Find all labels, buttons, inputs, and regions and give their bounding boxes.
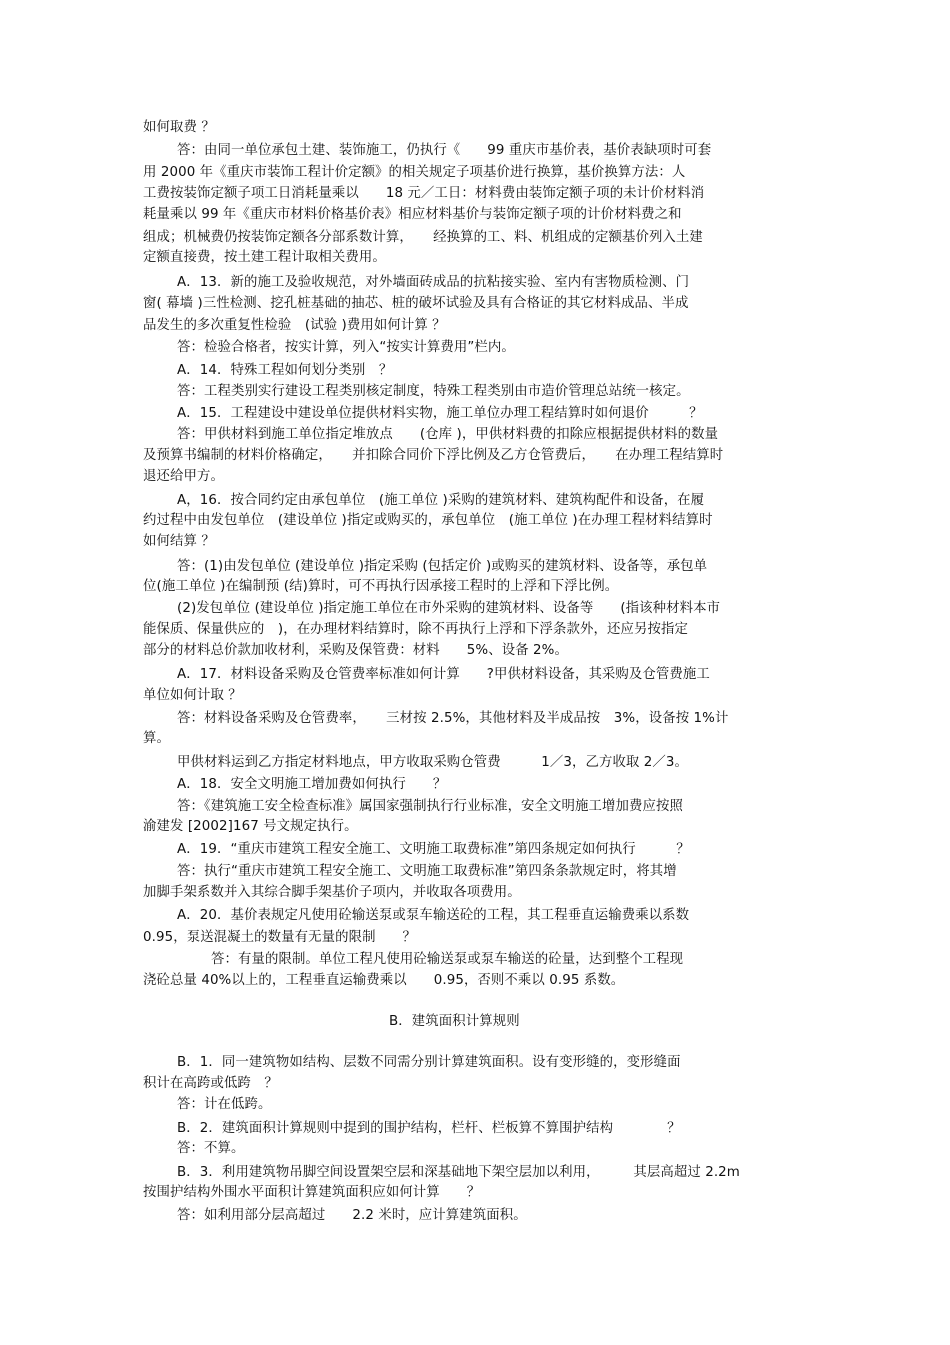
answer-line: 答：(1)由发包单位 (建设单位 )指定采购 (包括定价 )或购买的建筑材料、设备等，承包单 [177, 559, 708, 574]
answer-line: 答：不算。 [177, 1141, 245, 1156]
text-line: 及预算书编制的材料价格确定， 并扣除合同价下浮比例及乙方仓管费后， 在办理工程结算时 [143, 448, 724, 463]
question-line: A．19．“重庆市建筑工程安全施工、文明施工取费标准”第四条规定如何执行 ？ [177, 842, 690, 857]
text-line: 算。 [143, 731, 170, 746]
question-line: A．13．新的施工及验收规范，对外墙面砖成品的抗粘接实验、室内有害物质检测、门 [177, 275, 690, 290]
text-line: 加脚手架系数并入其综合脚手架基价子项内，并收取各项费用。 [143, 885, 521, 900]
answer-line: 答：执行“重庆市建筑工程安全施工、文明施工取费标准”第四条条款规定时，将其增 [177, 864, 677, 879]
question-line: A．18．安全文明施工增加费如何执行 ？ [177, 777, 447, 792]
text-line: 甲供材料运到乙方指定材料地点，甲方收取采购仓管费 1／3，乙方收取 2／3。 [177, 755, 689, 770]
text-line: 积计在高跨或低跨 ？ [143, 1076, 278, 1091]
question-line: A．17．材料设备采购及仓管费率标准如何计算 ?甲供材料设备，其采购及仓管费施工 [177, 667, 710, 682]
text-line: 如何结算 ？ [143, 534, 215, 549]
text-line: 工费按装饰定额子项工日消耗量乘以 18 元／工日：材料费由装饰定额子项的未计价材料消 [143, 186, 705, 201]
text-line: 单位如何计取 ？ [143, 688, 242, 703]
question-line: A．14．特殊工程如何划分类别 ？ [177, 363, 393, 378]
text-line: 部分的材料总价款加收材利，采购及保管费：材料 5%、设备 2%。 [143, 643, 568, 658]
text-line: 浇砼总量 40%以上的，工程垂直运输费乘以 0.95，否则不乘以 0.95 系数。 [143, 973, 625, 988]
text-line: 退还给甲方。 [143, 469, 224, 484]
text-line: 用 2000 年《重庆市装饰工程计价定额》的相关规定子项基价进行换算，基价换算方法：人 [143, 165, 686, 180]
text-line: 耗量乘以 99 年《重庆市材料价格基价表》相应材料基价与装饰定额子项的计价材料费之和 [143, 207, 682, 222]
question-line: A，16．按合同约定由承包单位 (施工单位 )采购的建筑材料、建筑构配件和设备，在履 [177, 493, 705, 508]
text-line: 能保质、保量供应的 )，在办理材料结算时，除不再执行上浮和下浮条款外，还应另按指定 [143, 622, 688, 637]
question-line: B．3．利用建筑物吊脚空间设置架空层和深基础地下架空层加以利用， 其层高超过 2.2m [177, 1165, 740, 1180]
question-line: B．2．建筑面积计算规则中提到的围护结构，栏杆、栏板算不算围护结构 ？ [177, 1121, 681, 1136]
answer-line: 答：计在低跨。 [177, 1097, 272, 1112]
answer-line: 答：《建筑施工安全检查标准》属国家强制执行行业标准，安全文明施工增加费应按照 [177, 799, 683, 814]
text-line: (2)发包单位 (建设单位 )指定施工单位在市外采购的建筑材料、设备等 (指该种材料本市 [177, 601, 721, 616]
text-line: 品发生的多次重复性检验 (试验 )费用如何计算 ？ [143, 318, 446, 333]
text-line: 组成；机械费仍按装饰定额各分部系数计算， 经换算的工、料、机组成的定额基价列入土建 [143, 230, 703, 245]
question-line: A．20．基价表规定凡使用砼输送泵或泵车输送砼的工程，其工程垂直运输费乘以系数 [177, 908, 690, 923]
answer-line: 答：工程类别实行建设工程类别核定制度，特殊工程类别由市造价管理总站统一核定。 [177, 384, 690, 399]
text-line: 位(施工单位 )在编制预 (结)算时，可不再执行因承接工程时的上浮和下浮比例。 [143, 579, 619, 594]
text-line: 如何取费 ？ [143, 120, 215, 135]
answer-line: 答：有量的限制。单位工程凡使用砼输送泵或泵车输送的砼量，达到整个工程现 [211, 952, 684, 967]
answer-line: 答：检验合格者，按实计算，列入“按实计算费用”栏内。 [177, 340, 515, 355]
question-line: B．1．同一建筑物如结构、层数不同需分别计算建筑面积。设有变形缝的，变形缝面 [177, 1055, 681, 1070]
answer-line: 答：材料设备采购及仓管费率， 三材按 2.5%，其他材料及半成品按 3%，设备按 1%计 [177, 711, 729, 726]
text-line: 渝建发 [2002]167 号文规定执行。 [143, 819, 358, 834]
section-heading: B．建筑面积计算规则 [389, 1014, 520, 1029]
text-line: 按围护结构外围水平面积计算建筑面积应如何计算 ？ [143, 1185, 481, 1200]
text-line: 窗( 幕墙 )三性检测、挖孔桩基础的抽芯、桩的破坏试验及具有合格证的其它材料成品、半成 [143, 296, 689, 311]
text-line: 约过程中由发包单位 (建设单位 )指定或购买的，承包单位 (施工单位 )在办理工程材料结算时 [143, 513, 713, 528]
text-line: 答：由同一单位承包土建、装饰施工，仍执行《 99 重庆市基价表，基价表缺项时可套 [177, 143, 712, 158]
text-line: 定额直接费，按土建工程计取相关费用。 [143, 250, 386, 265]
answer-line: 答：甲供材料到施工单位指定堆放点 (仓库 )，甲供材料费的扣除应根据提供材料的数量 [177, 427, 719, 442]
answer-line: 答：如利用部分层高超过 2.2 米时，应计算建筑面积。 [177, 1208, 527, 1223]
question-line: A．15．工程建设中建设单位提供材料实物，施工单位办理工程结算时如何退价 ？ [177, 406, 703, 421]
text-line: 0.95，泵送混凝土的数量有无量的限制 ？ [143, 930, 417, 945]
